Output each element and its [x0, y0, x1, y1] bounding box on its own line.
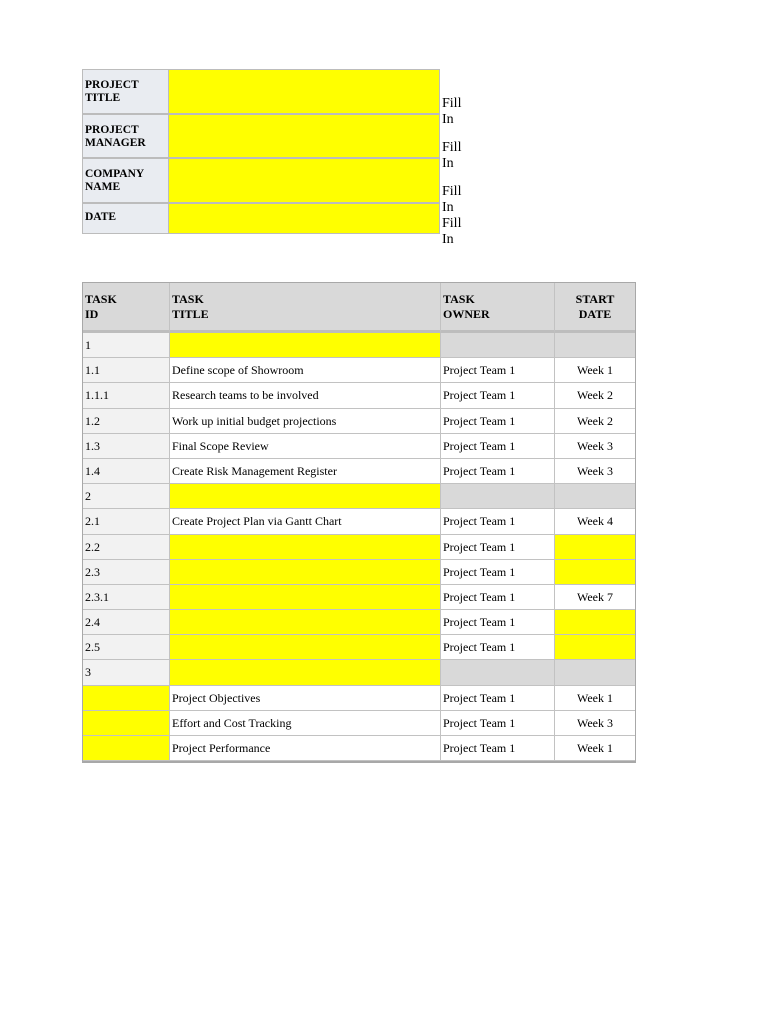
task-id-cell[interactable]: 2.3.1	[83, 585, 170, 610]
company-name-label: COMPANY NAME	[82, 158, 169, 203]
project-title-field[interactable]	[169, 69, 440, 114]
project-manager-field[interactable]	[169, 114, 440, 158]
task-id-cell[interactable]	[83, 736, 170, 761]
start-date-cell[interactable]: Week 2	[555, 409, 635, 434]
table-section-row	[83, 484, 635, 509]
task-id-cell[interactable]: 2.4	[83, 610, 170, 635]
task-id-cell[interactable]: 1	[83, 333, 170, 358]
task-title-cell[interactable]: Create Project Plan via Gantt Chart	[170, 509, 441, 534]
task-owner-cell[interactable]: Project Team 1	[441, 358, 555, 383]
task-id-cell[interactable]: 1.1.1	[83, 383, 170, 408]
fill-in-note: Fill In	[442, 184, 462, 215]
table-row	[83, 383, 635, 408]
task-owner-cell[interactable]: Project Team 1	[441, 383, 555, 408]
date-field[interactable]	[169, 203, 440, 234]
task-owner-cell[interactable]	[441, 333, 555, 358]
table-row	[83, 610, 635, 635]
start-date-cell[interactable]	[555, 484, 635, 509]
task-rows	[83, 333, 635, 761]
task-id-cell[interactable]: 2.5	[83, 635, 170, 660]
project-title-row	[82, 69, 462, 127]
fill-in-note: Fill In	[442, 140, 462, 171]
task-title-cell[interactable]: Project Performance	[170, 736, 441, 761]
task-title-cell[interactable]	[170, 635, 441, 660]
project-title-label: PROJECT TITLE	[82, 69, 169, 114]
table-row	[83, 358, 635, 383]
company-name-field[interactable]	[169, 158, 440, 203]
task-owner-cell[interactable]	[441, 660, 555, 685]
header-start-date: START DATE	[555, 283, 635, 333]
task-id-cell[interactable]: 2.3	[83, 560, 170, 585]
task-owner-cell[interactable]	[441, 484, 555, 509]
date-row	[82, 203, 462, 247]
task-title-cell[interactable]: Define scope of Showroom	[170, 358, 441, 383]
project-info-block	[82, 69, 462, 247]
start-date-cell[interactable]: Week 4	[555, 509, 635, 534]
table-section-row	[83, 333, 635, 358]
table-header-row	[83, 283, 635, 333]
start-date-cell[interactable]	[555, 333, 635, 358]
task-title-cell[interactable]: Final Scope Review	[170, 434, 441, 459]
task-title-cell[interactable]: Create Risk Management Register	[170, 459, 441, 484]
task-title-cell[interactable]	[170, 660, 441, 685]
table-row	[83, 409, 635, 434]
task-owner-cell[interactable]: Project Team 1	[441, 509, 555, 534]
start-date-cell[interactable]: Week 2	[555, 383, 635, 408]
task-title-cell[interactable]	[170, 610, 441, 635]
fill-in-note: Fill In	[442, 96, 462, 127]
project-manager-row	[82, 114, 462, 171]
start-date-cell[interactable]	[555, 610, 635, 635]
task-id-cell[interactable]: 1.1	[83, 358, 170, 383]
fill-in-note: Fill In	[442, 216, 462, 247]
task-owner-cell[interactable]: Project Team 1	[441, 409, 555, 434]
start-date-cell[interactable]: Week 3	[555, 711, 635, 736]
task-id-cell[interactable]: 2.1	[83, 509, 170, 534]
table-row	[83, 434, 635, 459]
start-date-cell[interactable]: Week 3	[555, 459, 635, 484]
table-row	[83, 459, 635, 484]
task-id-cell[interactable]: 2	[83, 484, 170, 509]
task-title-cell[interactable]: Project Objectives	[170, 686, 441, 711]
task-title-cell[interactable]: Effort and Cost Tracking	[170, 711, 441, 736]
task-title-cell[interactable]: Work up initial budget projections	[170, 409, 441, 434]
task-owner-cell[interactable]: Project Team 1	[441, 711, 555, 736]
start-date-cell[interactable]	[555, 560, 635, 585]
task-owner-cell[interactable]: Project Team 1	[441, 434, 555, 459]
task-title-cell[interactable]	[170, 484, 441, 509]
table-row	[83, 535, 635, 560]
task-title-cell[interactable]	[170, 585, 441, 610]
table-row	[83, 509, 635, 534]
table-row	[83, 736, 635, 761]
task-id-cell[interactable]	[83, 686, 170, 711]
table-row	[83, 635, 635, 660]
table-row	[83, 686, 635, 711]
start-date-cell[interactable]: Week 1	[555, 736, 635, 761]
start-date-cell[interactable]	[555, 660, 635, 685]
start-date-cell[interactable]: Week 7	[555, 585, 635, 610]
header-task-id: TASK ID	[83, 283, 170, 333]
start-date-cell[interactable]	[555, 635, 635, 660]
start-date-cell[interactable]: Week 1	[555, 686, 635, 711]
table-section-row	[83, 660, 635, 685]
table-row	[83, 585, 635, 610]
task-title-cell[interactable]	[170, 535, 441, 560]
task-id-cell[interactable]: 1.3	[83, 434, 170, 459]
task-owner-cell[interactable]: Project Team 1	[441, 585, 555, 610]
task-title-cell[interactable]	[170, 560, 441, 585]
date-label: DATE	[82, 203, 169, 234]
task-id-cell[interactable]: 1.4	[83, 459, 170, 484]
task-title-cell[interactable]	[170, 333, 441, 358]
task-owner-cell[interactable]: Project Team 1	[441, 736, 555, 761]
task-owner-cell[interactable]: Project Team 1	[441, 560, 555, 585]
start-date-cell[interactable]: Week 1	[555, 358, 635, 383]
task-owner-cell[interactable]: Project Team 1	[441, 535, 555, 560]
header-task-owner: TASK OWNER	[441, 283, 555, 333]
project-manager-label: PROJECT MANAGER	[82, 114, 169, 158]
start-date-cell[interactable]: Week 3	[555, 434, 635, 459]
task-title-cell[interactable]: Research teams to be involved	[170, 383, 441, 408]
task-owner-cell[interactable]: Project Team 1	[441, 610, 555, 635]
task-owner-cell[interactable]: Project Team 1	[441, 635, 555, 660]
task-id-cell[interactable]: 2.2	[83, 535, 170, 560]
task-table	[82, 282, 636, 763]
task-id-cell[interactable]	[83, 711, 170, 736]
header-task-title: TASK TITLE	[170, 283, 441, 333]
task-owner-cell[interactable]: Project Team 1	[441, 459, 555, 484]
task-id-cell[interactable]: 1.2	[83, 409, 170, 434]
task-owner-cell[interactable]: Project Team 1	[441, 686, 555, 711]
table-row	[83, 711, 635, 736]
company-name-row	[82, 158, 462, 215]
start-date-cell[interactable]	[555, 535, 635, 560]
table-row	[83, 560, 635, 585]
task-id-cell[interactable]: 3	[83, 660, 170, 685]
